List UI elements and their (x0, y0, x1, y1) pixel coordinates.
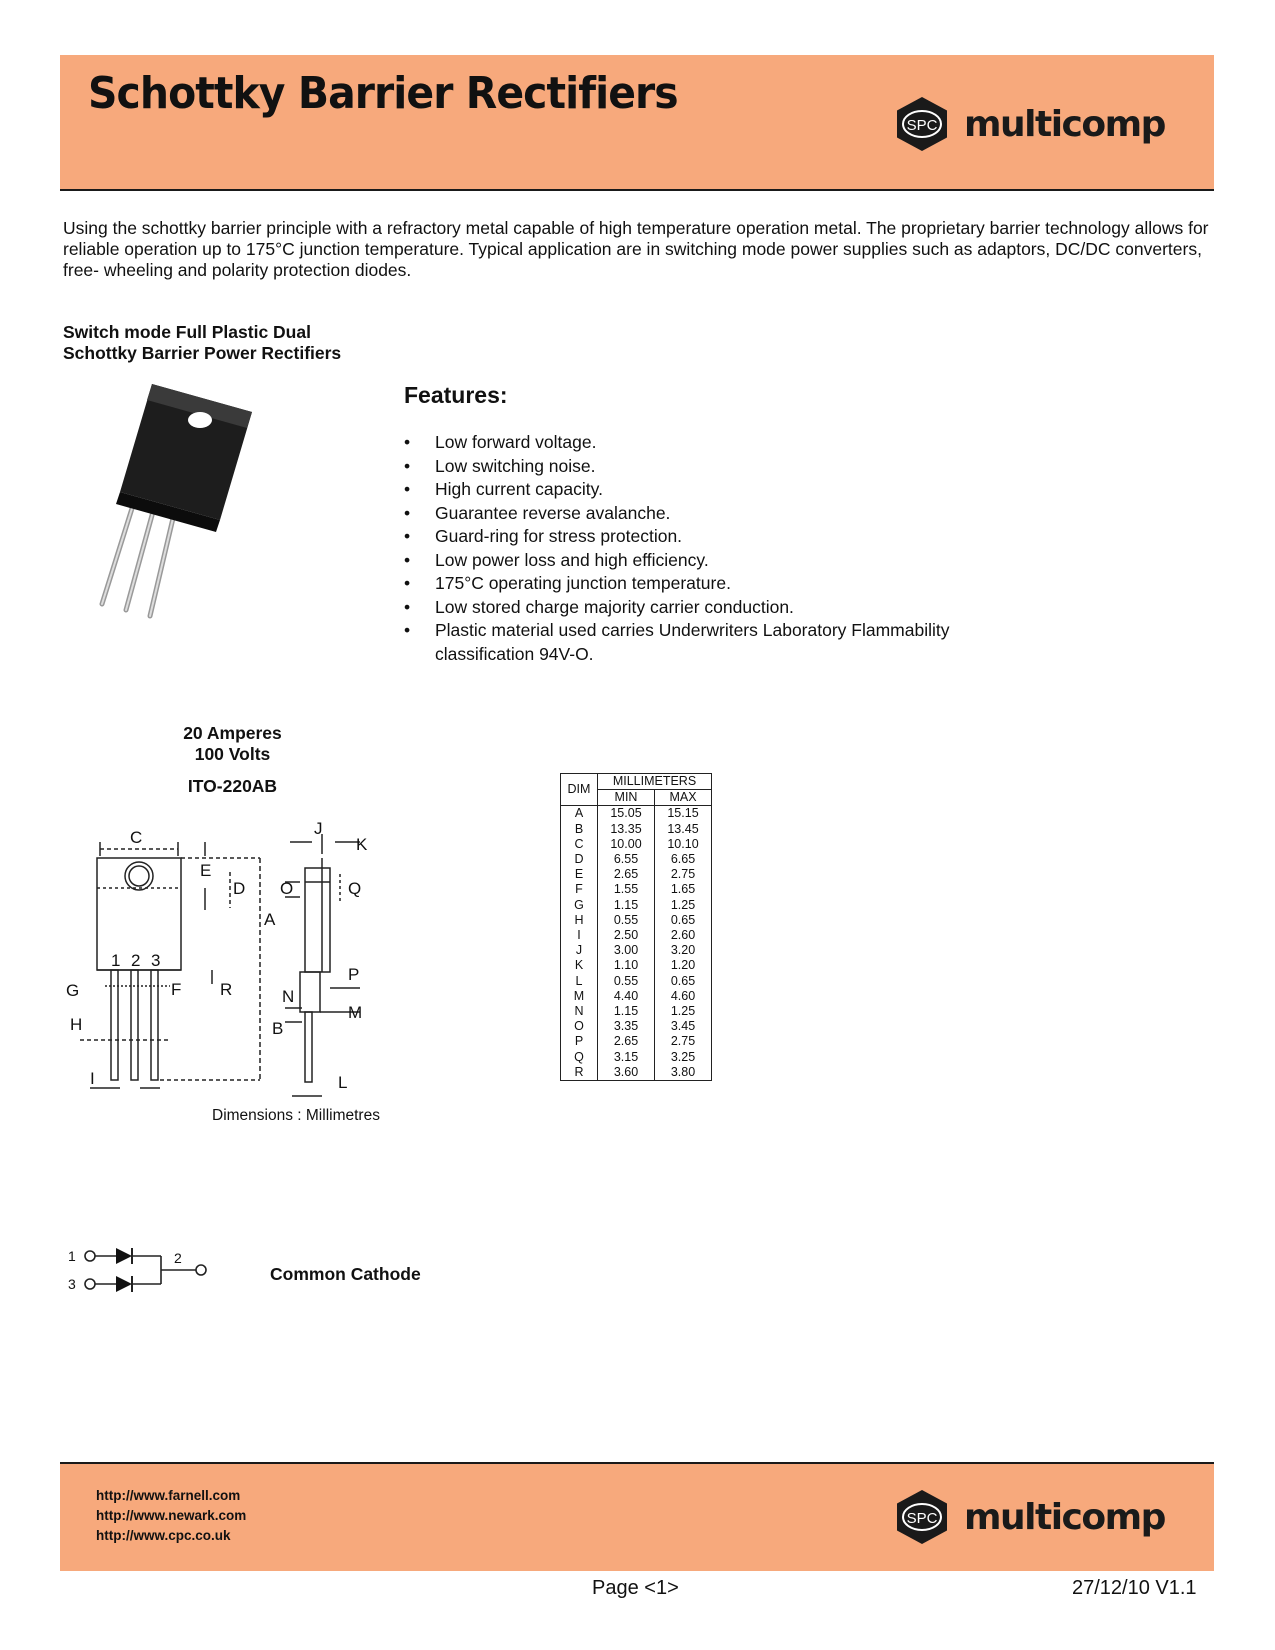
table-row: C 10.00 10.10 (561, 837, 712, 852)
table-body (561, 806, 712, 1081)
table-row: P 2.65 2.75 (561, 1034, 712, 1049)
dim-label-n: N (282, 987, 295, 1006)
features-heading: Features: (404, 382, 508, 408)
dim-label-l: L (338, 1073, 348, 1092)
schematic-label: Common Cathode (270, 1264, 421, 1284)
dim-label-o: O (280, 879, 294, 898)
svg-text:SPC: SPC (906, 117, 938, 134)
dim-label-b: B (272, 1019, 284, 1038)
dim-label-q: Q (348, 879, 362, 898)
footer-logo (894, 1488, 1165, 1546)
package-name: ITO-220AB (187, 776, 278, 796)
dim-label-r: R (220, 980, 233, 999)
pin-label-1: 1 (111, 951, 121, 970)
brand-name: multicomp (964, 103, 1165, 145)
pin-label-2: 2 (131, 951, 141, 970)
footer-link[interactable]: http://www.farnell.com (96, 1488, 241, 1503)
intro-paragraph: Using the schottky barrier principle with a refractory metal capable of high temperature operation metal. The proprietary barrier technology allows for reliable operation up to 175°C junction temperature. Typical application are in switching mode power supplies such as adaptors, DC/DC converters, free- wheeling and polarity protection diodes. (63, 218, 1209, 280)
table-row: E 2.65 2.75 (561, 867, 712, 882)
features-list (404, 431, 955, 666)
table-row: I 2.50 2.60 (561, 928, 712, 943)
product-type-line: Switch mode Full Plastic Dual (63, 322, 311, 342)
header-logo (894, 95, 1165, 153)
table-row: O 3.35 3.45 (561, 1019, 712, 1034)
mechanical-drawing (60, 812, 420, 1102)
package-leads (102, 502, 174, 616)
feature-item: • Low forward voltage. (404, 431, 955, 455)
dim-label-j: J (314, 819, 323, 838)
page-number: Page <1> (592, 1577, 679, 1599)
mounting-hole (188, 412, 212, 428)
table-row: M 4.40 4.60 (561, 989, 712, 1004)
dim-label-i: I (90, 1069, 95, 1088)
dim-label-p: P (348, 965, 360, 984)
rating-voltage: 100 Volts (194, 744, 271, 764)
table-row: J 3.00 3.20 (561, 943, 712, 958)
table-row: A 15.05 15.15 (561, 806, 712, 822)
feature-item: • High current capacity. (404, 478, 955, 502)
common-cathode-schematic (64, 1240, 214, 1300)
feature-item: • Guard-ring for stress protection. (404, 525, 955, 549)
feature-item: • 175°C operating junction temperature. (404, 572, 955, 596)
footer-link[interactable]: http://www.cpc.co.uk (96, 1528, 231, 1543)
product-type (63, 322, 341, 364)
product-type-line: Schottky Barrier Power Rectifiers (63, 343, 342, 363)
diode-icon (116, 1276, 132, 1292)
footer-links (96, 1486, 246, 1546)
dimensions-table (560, 773, 712, 1081)
table-header-unit: MILLIMETERS (598, 774, 712, 790)
table-row: N 1.15 1.25 (561, 1004, 712, 1019)
pin-label-3: 3 (151, 951, 161, 970)
dim-label-d: D (233, 879, 246, 898)
schematic-pin-2: 2 (174, 1250, 182, 1266)
dim-label-m: M (348, 1003, 363, 1022)
table-row: R 3.60 3.80 (561, 1065, 712, 1081)
feature-item: • Guarantee reverse avalanche. (404, 502, 955, 526)
dimensions-caption: Dimensions : Millimetres (212, 1107, 380, 1124)
table-header-max: MAX (655, 790, 712, 806)
table-row: Q 3.15 3.25 (561, 1050, 712, 1065)
table-row: B 13.35 13.45 (561, 822, 712, 837)
schematic-pin-1: 1 (68, 1248, 76, 1264)
dim-label-a: A (264, 910, 276, 929)
feature-item: • Low stored charge majority carrier conduction. (404, 596, 955, 620)
dim-label-g: G (66, 981, 80, 1000)
dim-label-f: F (171, 980, 182, 999)
diode-icon (116, 1248, 132, 1264)
dim-label-e: E (200, 861, 212, 880)
feature-item: • Low switching noise. (404, 455, 955, 479)
document-version: 27/12/10 V1.1 (1072, 1577, 1197, 1599)
table-row: L 0.55 0.65 (561, 974, 712, 989)
feature-item: • Plastic material used carries Underwriters Laboratory Flammability classification 94V-O. (404, 619, 955, 666)
feature-item: • Low power loss and high efficiency. (404, 549, 955, 573)
schematic-pin-3: 3 (68, 1276, 76, 1292)
table-row: H 0.55 0.65 (561, 913, 712, 928)
table-row: K 1.10 1.20 (561, 958, 712, 973)
table-row: F 1.55 1.65 (561, 882, 712, 897)
table-header-min: MIN (598, 790, 655, 806)
dim-label-c: C (130, 828, 143, 847)
rating-current: 20 Amperes (183, 723, 282, 743)
document-title: Schottky Barrier Rectifiers (88, 68, 678, 119)
table-header-dim: DIM (561, 774, 598, 806)
brand-name: multicomp (964, 1496, 1165, 1538)
package-photo (92, 382, 262, 627)
spc-hexagon-logo-icon (894, 95, 950, 153)
spc-hexagon-logo-icon (894, 1488, 950, 1546)
dim-label-k: K (356, 835, 368, 854)
svg-text:SPC: SPC (906, 1510, 938, 1527)
footer-link[interactable]: http://www.newark.com (96, 1508, 247, 1523)
table-row: D 6.55 6.65 (561, 852, 712, 867)
dim-label-h: H (70, 1015, 83, 1034)
table-row: G 1.15 1.25 (561, 898, 712, 913)
